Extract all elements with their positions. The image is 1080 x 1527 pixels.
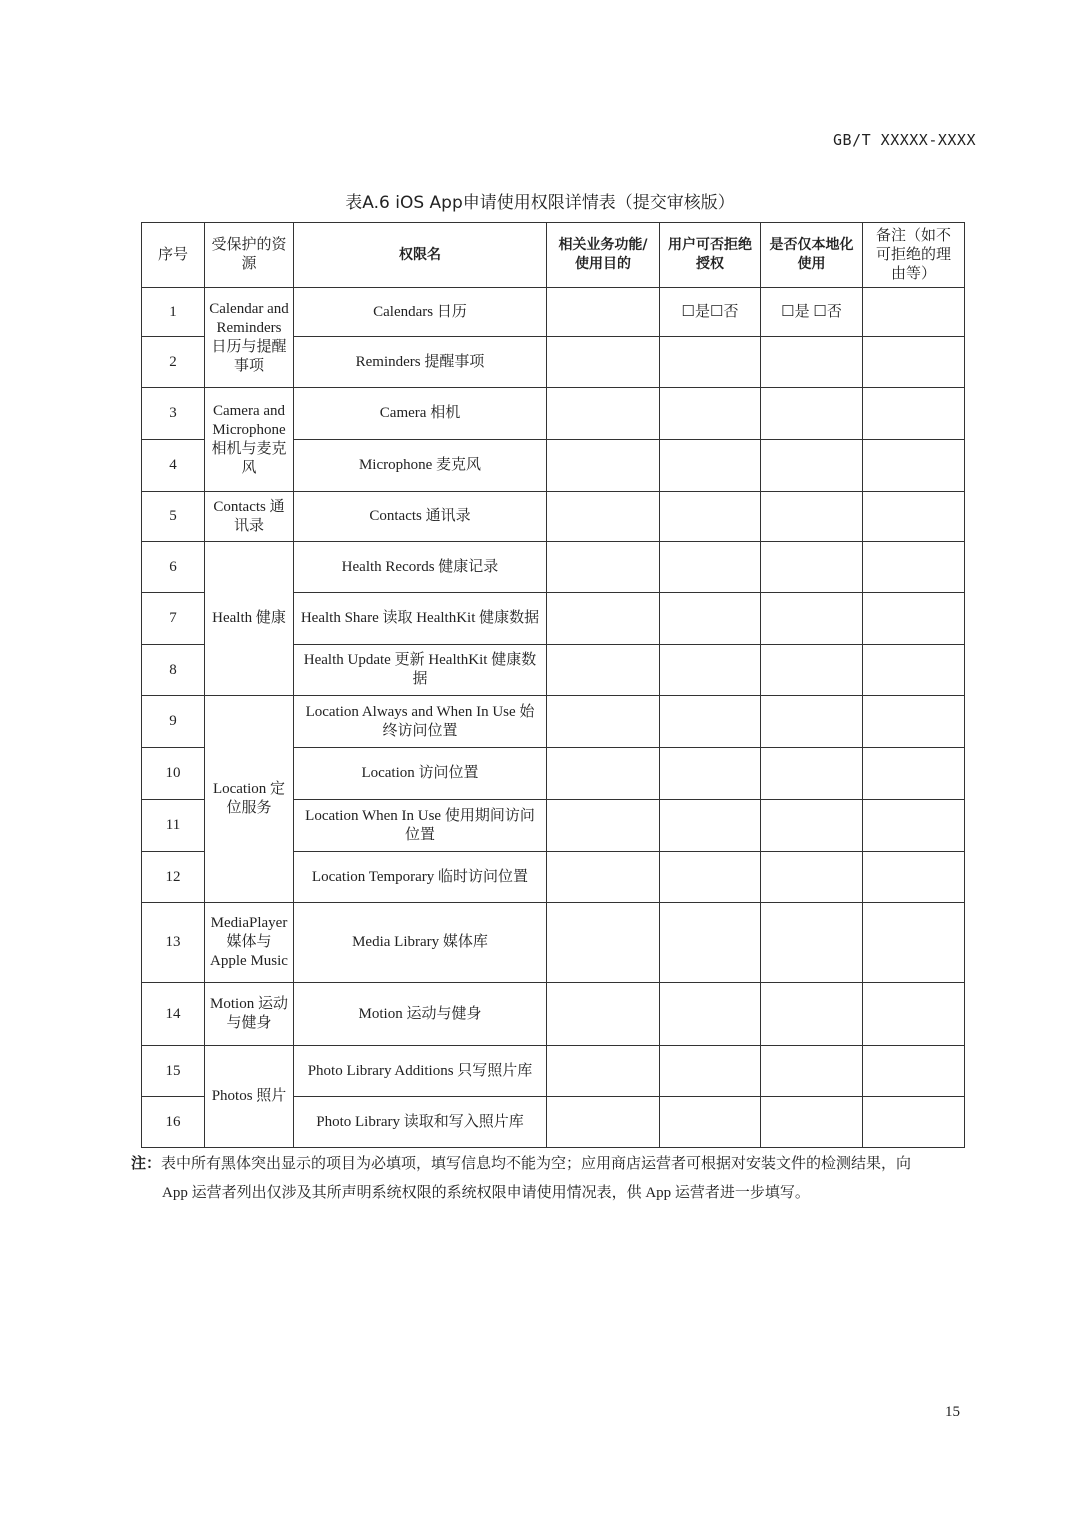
permission-name: Health Update 更新 HealthKit 健康数据 [294,645,547,696]
purpose-cell[interactable] [547,1097,660,1148]
permission-table [141,222,965,1148]
row-number: 7 [142,593,205,645]
permission-name: Contacts 通讯录 [294,492,547,542]
local-only-cell[interactable] [761,1097,863,1148]
refusable-checkbox[interactable]: ☐是☐否 [660,288,761,337]
row-number: 9 [142,696,205,748]
permission-name: Motion 运动与健身 [294,983,547,1046]
purpose-cell[interactable] [547,542,660,593]
remark-cell[interactable] [863,337,965,388]
remark-cell[interactable] [863,983,965,1046]
refusable-cell[interactable] [660,852,761,903]
table-title: 表A.6 iOS App申请使用权限详情表（提交审核版） [345,193,735,213]
remark-cell[interactable] [863,645,965,696]
row-number: 6 [142,542,205,593]
purpose-cell[interactable] [547,288,660,337]
refusable-cell[interactable] [660,542,761,593]
permission-name: Location 访问位置 [294,748,547,800]
table-header-row [142,223,965,288]
header-refusable: 用户可否拒绝授权 [660,223,761,288]
row-number: 3 [142,388,205,440]
row-number: 2 [142,337,205,388]
refusable-cell[interactable] [660,1046,761,1097]
refusable-cell[interactable] [660,388,761,440]
permission-name: Media Library 媒体库 [294,903,547,983]
row-number: 8 [142,645,205,696]
standard-code: GB/T XXXXX-XXXX [833,131,976,149]
row-number: 14 [142,983,205,1046]
permission-name: Location Always and When In Use 始终访问位置 [294,696,547,748]
local-only-cell[interactable] [761,903,863,983]
refusable-cell[interactable] [660,983,761,1046]
refusable-cell[interactable] [660,645,761,696]
table-row [142,542,965,593]
purpose-cell[interactable] [547,645,660,696]
local-only-cell[interactable] [761,983,863,1046]
local-only-checkbox[interactable]: ☐是 ☐否 [761,288,863,337]
remark-cell[interactable] [863,748,965,800]
table-row [142,388,965,440]
permission-name: Photo Library Additions 只写照片库 [294,1046,547,1097]
refusable-cell[interactable] [660,800,761,852]
permission-name: Health Share 读取 HealthKit 健康数据 [294,593,547,645]
purpose-cell[interactable] [547,593,660,645]
row-number: 4 [142,440,205,492]
table-row [142,492,965,542]
local-only-cell[interactable] [761,337,863,388]
local-only-cell[interactable] [761,696,863,748]
remark-cell[interactable] [863,440,965,492]
resource-cell-location: Location 定位服务 [205,696,294,903]
purpose-cell[interactable] [547,440,660,492]
resource-cell-photos: Photos 照片 [205,1046,294,1148]
header-remark: 备注（如不可拒绝的理由等） [863,223,965,288]
purpose-cell[interactable] [547,800,660,852]
permission-name: Reminders 提醒事项 [294,337,547,388]
remark-cell[interactable] [863,1046,965,1097]
table-note [131,1150,981,1208]
refusable-cell[interactable] [660,440,761,492]
remark-cell[interactable] [863,1097,965,1148]
remark-cell[interactable] [863,492,965,542]
local-only-cell[interactable] [761,593,863,645]
refusable-cell[interactable] [660,748,761,800]
row-number: 5 [142,492,205,542]
remark-cell[interactable] [863,593,965,645]
resource-cell-calendar: Calendar and Reminders 日历与提醒事项 [205,288,294,388]
remark-cell[interactable] [863,800,965,852]
purpose-cell[interactable] [547,852,660,903]
local-only-cell[interactable] [761,542,863,593]
resource-cell-contacts: Contacts 通讯录 [205,492,294,542]
table-row [142,1046,965,1097]
table-row [142,696,965,748]
permission-name: Location Temporary 临时访问位置 [294,852,547,903]
header-resource: 受保护的资源 [205,223,294,288]
permission-name: Location When In Use 使用期间访问位置 [294,800,547,852]
resource-cell-media: MediaPlayer 媒体与 Apple Music [205,903,294,983]
table-row [142,903,965,983]
table-row [142,288,965,337]
refusable-cell[interactable] [660,593,761,645]
header-index: 序号 [142,223,205,288]
permission-name: Camera 相机 [294,388,547,440]
resource-cell-camera: Camera and Microphone 相机与麦克风 [205,388,294,492]
refusable-cell[interactable] [660,696,761,748]
refusable-cell[interactable] [660,903,761,983]
local-only-cell[interactable] [761,800,863,852]
row-number: 1 [142,288,205,337]
row-number: 15 [142,1046,205,1097]
row-number: 11 [142,800,205,852]
purpose-cell[interactable] [547,388,660,440]
remark-cell[interactable] [863,388,965,440]
row-number: 16 [142,1097,205,1148]
local-only-cell[interactable] [761,645,863,696]
purpose-cell[interactable] [547,983,660,1046]
note-line-2: App 运营者列出仅涉及其所声明系统权限的系统权限申请使用情况表，供 App 运营者进一步填写。 [162,1185,810,1201]
remark-cell[interactable] [863,903,965,983]
local-only-cell[interactable] [761,440,863,492]
refusable-cell[interactable] [660,337,761,388]
header-local-only: 是否仅本地化使用 [761,223,863,288]
note-line-1: 表中所有黑体突出显示的项目为必填项，填写信息均不能为空；应用商店运营者可根据对安装文件的检测结果，向 [161,1156,912,1172]
refusable-cell[interactable] [660,1097,761,1148]
table-row [142,983,965,1046]
local-only-cell[interactable] [761,852,863,903]
remark-cell[interactable] [863,288,965,337]
remark-cell[interactable] [863,542,965,593]
local-only-cell[interactable] [761,1046,863,1097]
page-number: 15 [945,1404,960,1420]
purpose-cell[interactable] [547,492,660,542]
header-purpose: 相关业务功能/使用目的 [547,223,660,288]
local-only-cell[interactable] [761,492,863,542]
row-number: 12 [142,852,205,903]
resource-cell-health: Health 健康 [205,542,294,696]
refusable-cell[interactable] [660,492,761,542]
purpose-cell[interactable] [547,903,660,983]
row-number: 10 [142,748,205,800]
purpose-cell[interactable] [547,696,660,748]
purpose-cell[interactable] [547,1046,660,1097]
remark-cell[interactable] [863,696,965,748]
remark-cell[interactable] [863,852,965,903]
purpose-cell[interactable] [547,748,660,800]
purpose-cell[interactable] [547,337,660,388]
note-label: 注： [131,1156,162,1172]
header-permission: 权限名 [294,223,547,288]
resource-cell-motion: Motion 运动与健身 [205,983,294,1046]
row-number: 13 [142,903,205,983]
permission-name: Health Records 健康记录 [294,542,547,593]
permission-name: Microphone 麦克风 [294,440,547,492]
permission-name: Calendars 日历 [294,288,547,337]
local-only-cell[interactable] [761,748,863,800]
permission-name: Photo Library 读取和写入照片库 [294,1097,547,1148]
local-only-cell[interactable] [761,388,863,440]
